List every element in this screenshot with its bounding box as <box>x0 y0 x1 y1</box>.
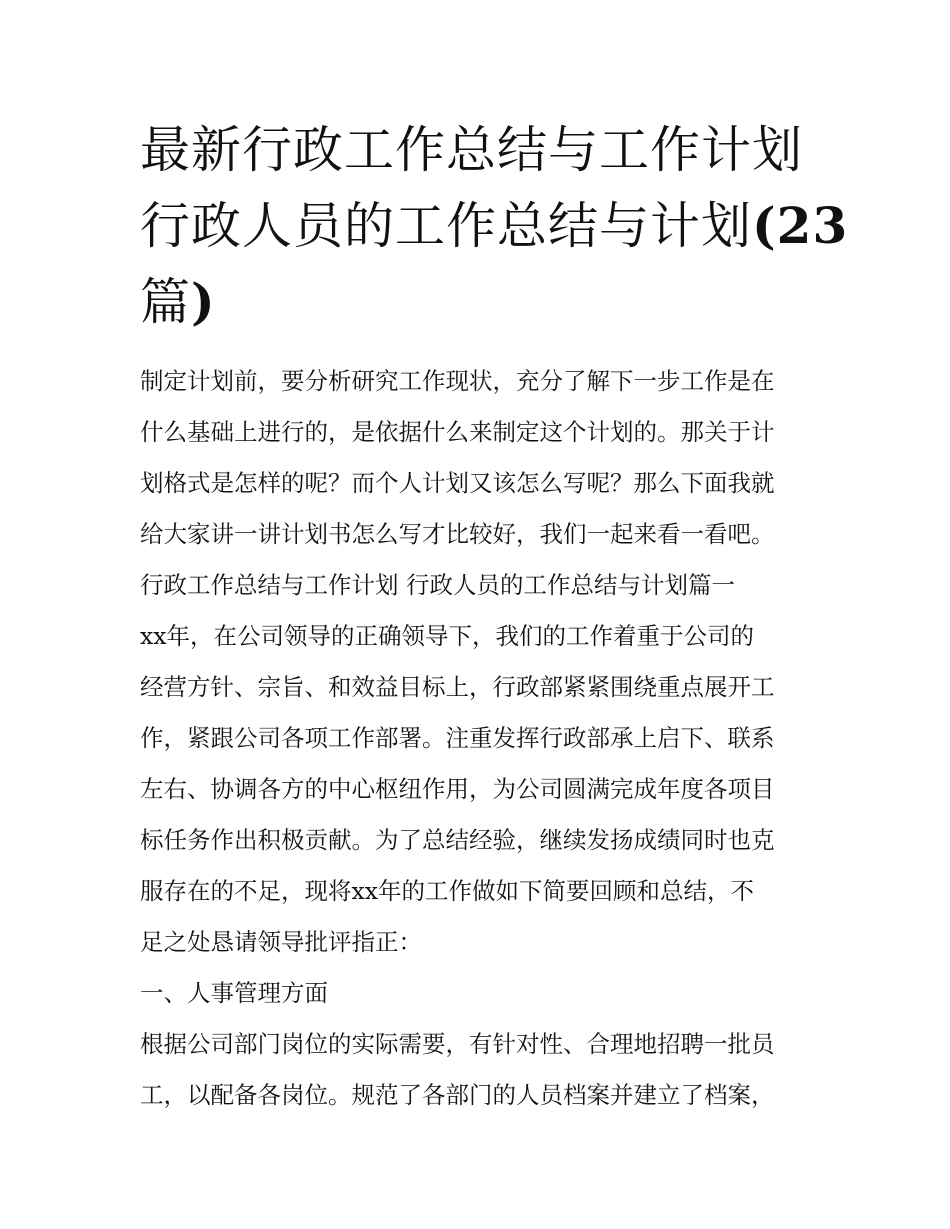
body-line: 给大家讲一讲计划书怎么写才比较好，我们一起来看一看吧。 <box>140 520 775 548</box>
title-line-2 <box>140 188 849 264</box>
body-line: xx年，在公司领导的正确领导下，我们的工作着重于公司的 <box>140 622 755 650</box>
body-line: 服存在的不足，现将xx年的工作做如下简要回顾和总结，不 <box>140 877 755 905</box>
title-line-3-text: 篇 <box>140 273 191 331</box>
body-line: 足之处恳请领导批评指正： <box>140 928 422 956</box>
body-line: 经营方针、宗旨、和效益目标上，行政部紧紧围绕重点展开工 <box>140 673 775 701</box>
title-line-1-text: 最新行政工作总结与工作计划 <box>140 121 803 179</box>
body-line: 左右、协调各方的中心枢纽作用，为公司圆满完成年度各项目 <box>140 775 775 803</box>
body-line: 根据公司部门岗位的实际需要，有针对性、合理地招聘一批员 <box>140 1030 775 1058</box>
section-heading: 行政工作总结与工作计划 行政人员的工作总结与计划篇一 <box>140 571 735 599</box>
body-line: 什么基础上进行的，是依据什么来制定这个计划的。那关于计 <box>140 418 775 446</box>
title-line-2-number: (23 <box>752 196 849 255</box>
document-title <box>140 112 849 340</box>
title-line-1 <box>140 112 820 188</box>
subsection-heading: 一、人事管理方面 <box>140 979 328 1007</box>
body-line: 工，以配备各岗位。规范了各部门的人员档案并建立了档案， <box>140 1081 775 1109</box>
title-line-3-paren: ) <box>191 272 216 331</box>
document-body <box>140 356 820 1121</box>
body-line: 制定计划前，要分析研究工作现状，充分了解下一步工作是在 <box>140 367 775 395</box>
body-line: 作，紧跟公司各项工作部署。注重发挥行政部承上启下、联系 <box>140 724 775 752</box>
body-line: 标任务作出积极贡献。为了总结经验，继续发扬成绩同时也克 <box>140 826 775 854</box>
title-line-2-text: 行政人员的工作总结与计划 <box>140 197 752 255</box>
body-line: 划格式是怎样的呢？而个人计划又该怎么写呢？那么下面我就 <box>140 469 775 497</box>
title-line-3 <box>140 264 820 340</box>
